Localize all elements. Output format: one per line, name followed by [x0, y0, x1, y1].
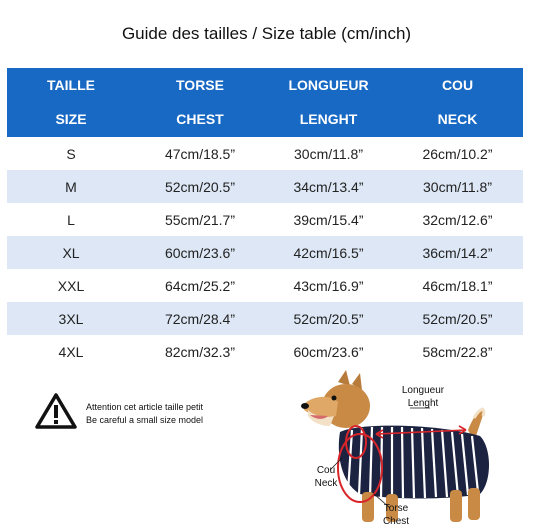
header-length-fr: LONGUEUR — [265, 68, 392, 101]
neck-cell: 52cm/20.5” — [392, 302, 523, 335]
neck-label-en: Neck — [314, 478, 338, 489]
table-row — [7, 302, 523, 335]
size-cell: M — [7, 170, 135, 203]
length-label-en: Lenght — [407, 398, 439, 409]
header-length-en: LENGHT — [265, 101, 392, 137]
table-row — [7, 269, 523, 302]
warning-triangle-icon — [34, 392, 78, 430]
length-cell: 42cm/16.5” — [265, 236, 392, 269]
header-neck-en: NECK — [392, 101, 523, 137]
neck-cell: 58cm/22.8” — [392, 335, 523, 368]
size-cell: XL — [7, 236, 135, 269]
header-chest-fr: TORSE — [135, 68, 265, 101]
chest-label — [376, 502, 416, 528]
length-cell: 39cm/15.4” — [265, 203, 392, 236]
table-row — [7, 236, 523, 269]
neck-cell: 32cm/12.6” — [392, 203, 523, 236]
neck-cell: 36cm/14.2” — [392, 236, 523, 269]
header-neck-fr: COU — [392, 68, 523, 101]
chest-label-fr: Torse — [383, 503, 409, 514]
size-cell: S — [7, 137, 135, 170]
neck-cell: 26cm/10.2” — [392, 137, 523, 170]
length-cell: 60cm/23.6” — [265, 335, 392, 368]
table-row — [7, 170, 523, 203]
length-cell: 52cm/20.5” — [265, 302, 392, 335]
size-cell: 4XL — [7, 335, 135, 368]
size-cell: 3XL — [7, 302, 135, 335]
size-cell: L — [7, 203, 135, 236]
length-cell: 30cm/11.8” — [265, 137, 392, 170]
chest-label-en: Chest — [382, 516, 410, 527]
chest-cell: 72cm/28.4” — [135, 302, 265, 335]
chest-cell: 64cm/25.2” — [135, 269, 265, 302]
warning-notice — [34, 392, 334, 432]
chest-cell: 52cm/20.5” — [135, 170, 265, 203]
neck-label — [308, 464, 344, 490]
header-size-en: SIZE — [7, 101, 135, 137]
neck-label-fr: Cou — [316, 465, 336, 476]
table-row — [7, 137, 523, 170]
header-size-fr: TAILLE — [7, 68, 135, 101]
neck-cell: 30cm/11.8” — [392, 170, 523, 203]
chest-cell: 55cm/21.7” — [135, 203, 265, 236]
chest-cell: 47cm/18.5” — [135, 137, 265, 170]
size-table — [7, 68, 523, 368]
neck-cell: 46cm/18.1” — [392, 269, 523, 302]
page-title: Guide des tailles / Size table (cm/inch) — [121, 24, 412, 43]
size-table-body — [7, 137, 523, 368]
dog-measurement-diagram — [290, 370, 533, 527]
header-chest-en: CHEST — [135, 101, 265, 137]
chest-cell: 60cm/23.6” — [135, 236, 265, 269]
size-cell: XXL — [7, 269, 135, 302]
size-table-header — [7, 68, 523, 137]
length-label-fr: Longueur — [401, 385, 445, 396]
warning-text-fr: Attention cet article taille petit — [86, 402, 204, 412]
length-label — [390, 384, 456, 410]
length-cell: 43cm/16.9” — [265, 269, 392, 302]
length-cell: 34cm/13.4” — [265, 170, 392, 203]
table-row — [7, 203, 523, 236]
chest-cell: 82cm/32.3” — [135, 335, 265, 368]
table-row — [7, 335, 523, 368]
warning-text-en: Be careful a small size model — [86, 415, 204, 425]
